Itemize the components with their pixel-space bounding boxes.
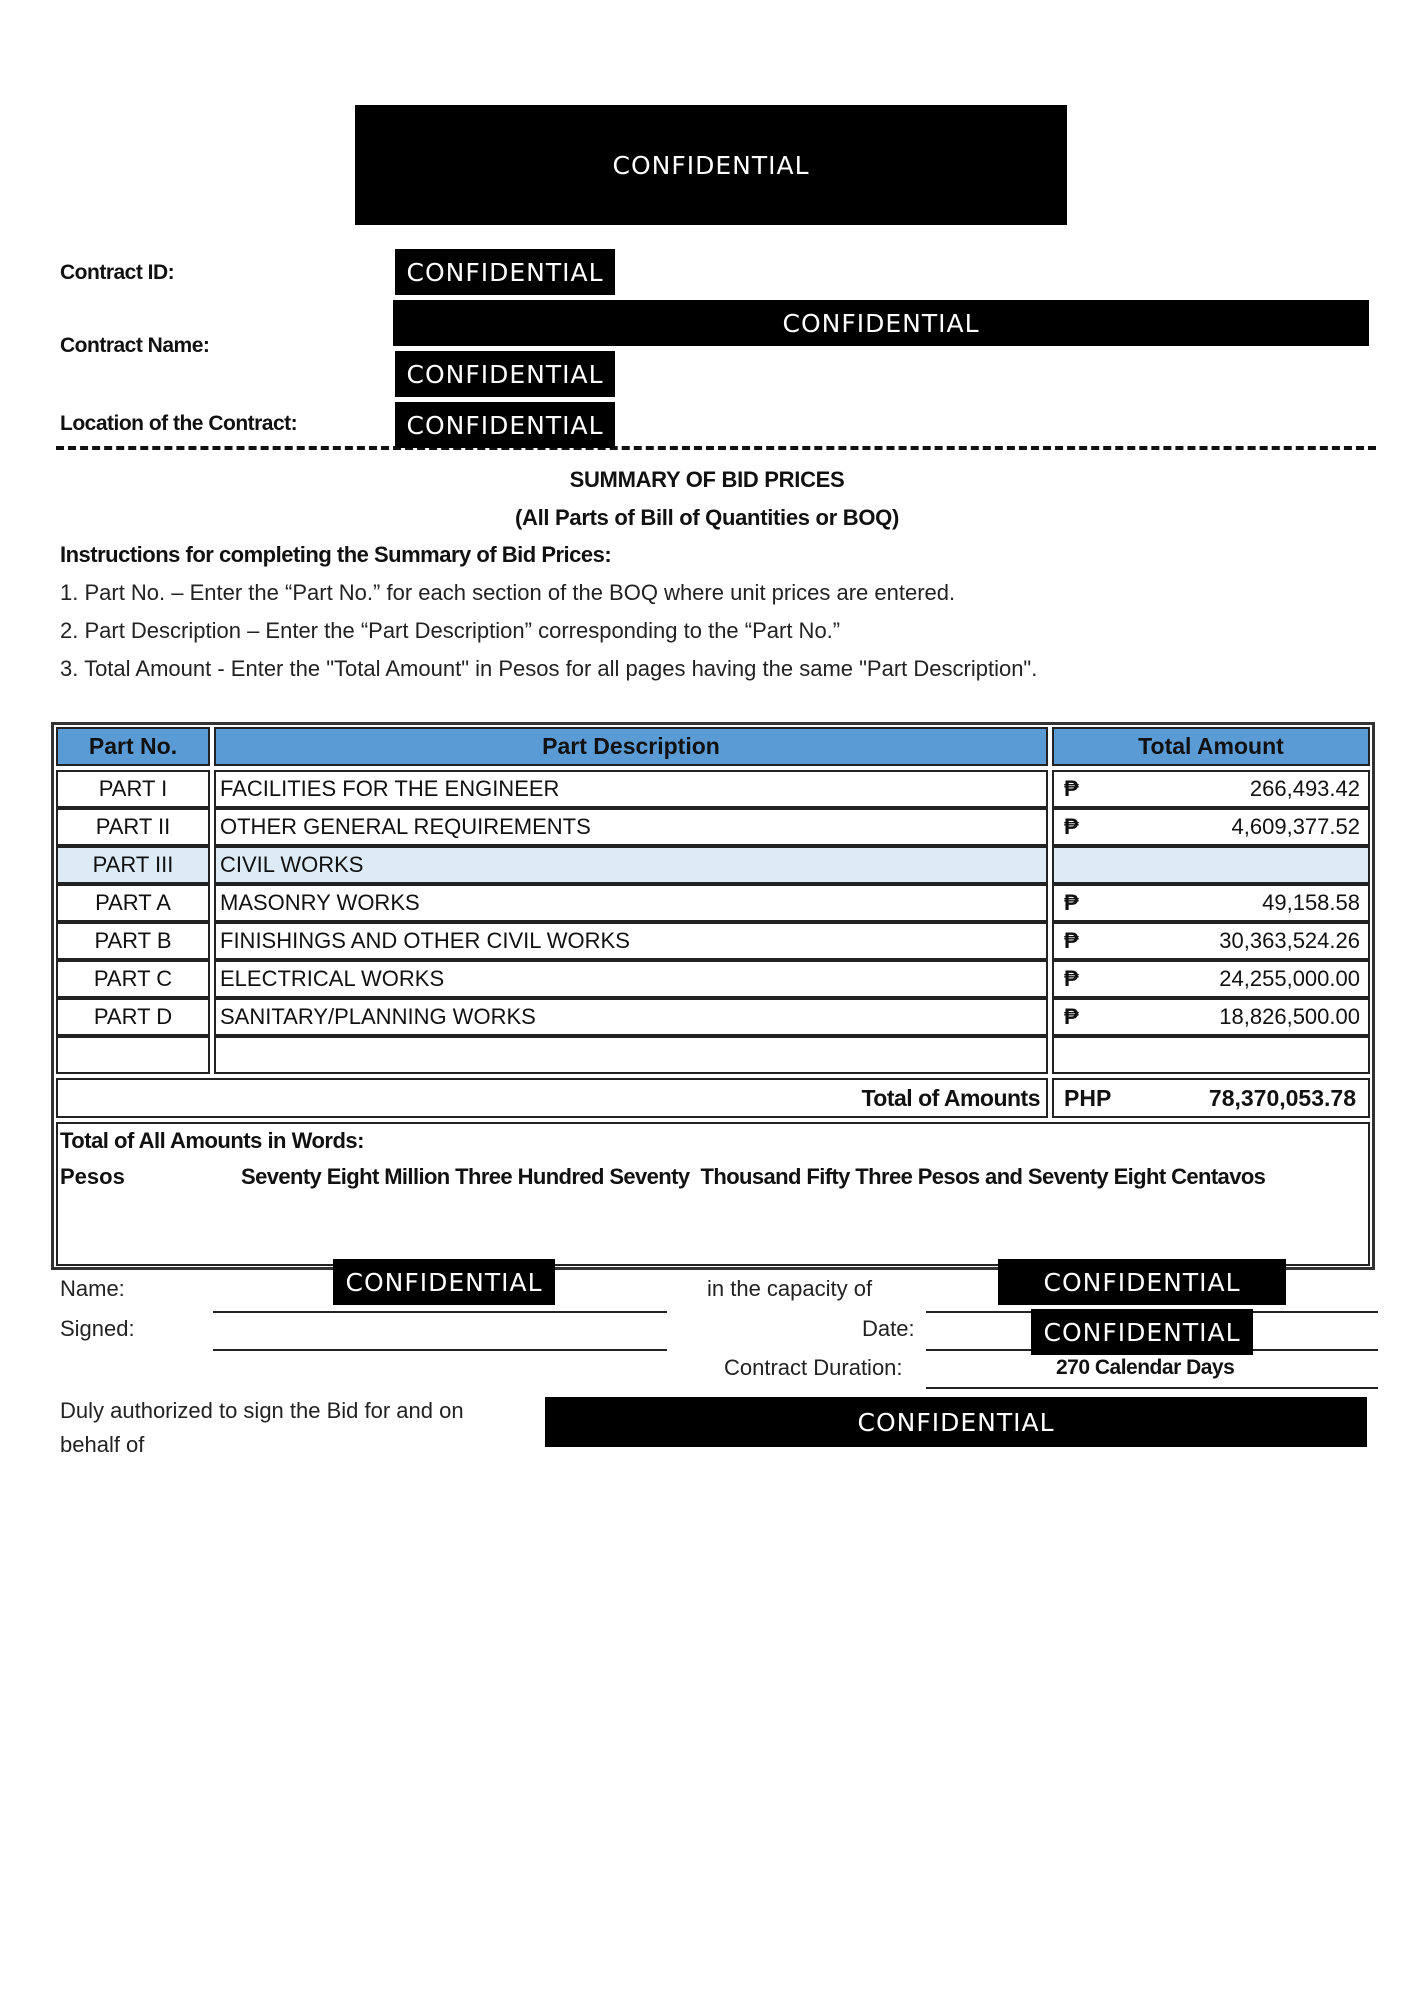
contract-id-redaction: CONFIDENTIAL [395, 249, 615, 295]
row-part-no: PART A [56, 884, 210, 922]
peso-icon: ₱ [1064, 776, 1079, 801]
peso-icon: ₱ [1064, 966, 1079, 991]
row-part-description: FACILITIES FOR THE ENGINEER [214, 770, 1048, 808]
row-part-no: PART C [56, 960, 210, 998]
total-currency: PHP [1064, 1084, 1112, 1111]
header-part-no: Part No. [56, 727, 210, 766]
empty-cell [1052, 1036, 1370, 1074]
words-value: Seventy Eight Million Three Hundred Seventy Thousand Fifty Three Pesos and Seventy Eight Centavos [241, 1164, 1266, 1189]
location-label: Location of the Contract: [60, 412, 298, 435]
row-part-description: MASONRY WORKS [214, 884, 1048, 922]
instruction-1: 1. Part No. – Enter the “Part No.” for each section of the BOQ where unit prices are entered. [60, 580, 956, 605]
capacity-label: in the capacity of [707, 1276, 873, 1301]
row-part-description: CIVIL WORKS [214, 846, 1048, 884]
row-part-no: PART D [56, 998, 210, 1036]
behalf-redaction: CONFIDENTIAL [545, 1397, 1367, 1447]
peso-icon: ₱ [1064, 928, 1079, 953]
name-label: Name: [60, 1276, 125, 1301]
row-part-no: PART B [56, 922, 210, 960]
amount-value: 49,158.58 [1262, 890, 1360, 915]
empty-cell [56, 1036, 210, 1074]
title-redaction: CONFIDENTIAL [355, 105, 1067, 225]
row-part-description: SANITARY/PLANNING WORKS [214, 998, 1048, 1036]
row-total-amount [1052, 884, 1370, 922]
total-amount [1052, 1078, 1370, 1118]
empty-cell [214, 1036, 1048, 1074]
date-label: Date: [862, 1316, 915, 1341]
contract-name-label: Contract Name: [60, 334, 210, 357]
peso-icon: ₱ [1064, 814, 1079, 839]
row-part-description: FINISHINGS AND OTHER CIVIL WORKS [214, 922, 1048, 960]
header-part-description: Part Description [214, 727, 1048, 766]
peso-icon: ₱ [1064, 1004, 1079, 1029]
summary-title: SUMMARY OF BID PRICES [569, 467, 845, 492]
row-total-amount [1052, 808, 1370, 846]
authorized-line-2: behalf of [60, 1432, 145, 1457]
amount-value: 18,826,500.00 [1219, 1004, 1360, 1029]
row-total-amount [1052, 770, 1370, 808]
authorized-line-1: Duly authorized to sign the Bid for and on [60, 1398, 464, 1423]
amount-value: 30,363,524.26 [1219, 928, 1360, 953]
row-total-amount [1052, 922, 1370, 960]
amount-value: 24,255,000.00 [1219, 966, 1360, 991]
amount-value: 266,493.42 [1249, 776, 1360, 801]
amount-value: 4,609,377.52 [1231, 814, 1360, 839]
row-total-amount [1052, 960, 1370, 998]
signed-label: Signed: [60, 1316, 135, 1341]
name-redaction: CONFIDENTIAL [333, 1259, 555, 1305]
duration-label: Contract Duration: [724, 1355, 903, 1380]
row-part-no: PART II [56, 808, 210, 846]
row-part-no: PART III [56, 846, 210, 884]
amount-in-words-box [56, 1122, 1370, 1266]
contract-id-label: Contract ID: [60, 261, 175, 284]
row-part-description: ELECTRICAL WORKS [214, 960, 1048, 998]
duration-line [926, 1387, 1378, 1389]
total-value: 78,370,053.78 [1208, 1084, 1356, 1111]
contract-name-redaction-2: CONFIDENTIAL [395, 351, 615, 397]
instructions-heading: Instructions for completing the Summary of Bid Prices: [60, 542, 612, 567]
row-total-amount [1052, 998, 1370, 1036]
total-label: Total of Amounts [56, 1078, 1048, 1118]
capacity-redaction: CONFIDENTIAL [998, 1259, 1286, 1305]
header-total-amount: Total Amount [1052, 727, 1370, 766]
words-label: Total of All Amounts in Words: [60, 1128, 364, 1153]
summary-subtitle: (All Parts of Bill of Quantities or BOQ) [514, 505, 900, 530]
words-currency: Pesos [60, 1164, 125, 1189]
name-line [213, 1311, 667, 1313]
row-part-description: OTHER GENERAL REQUIREMENTS [214, 808, 1048, 846]
peso-icon: ₱ [1064, 890, 1079, 915]
dashed-divider [56, 446, 1376, 450]
contract-name-redaction-1: CONFIDENTIAL [393, 300, 1369, 346]
location-redaction: CONFIDENTIAL [395, 402, 615, 448]
instruction-2: 2. Part Description – Enter the “Part Description” corresponding to the “Part No.” [60, 618, 841, 643]
signed-line [213, 1349, 667, 1351]
row-total-amount [1052, 846, 1370, 884]
duration-value: 270 Calendar Days [1056, 1356, 1235, 1379]
date-redaction: CONFIDENTIAL [1031, 1309, 1253, 1355]
instruction-3: 3. Total Amount - Enter the "Total Amount" in Pesos for all pages having the same "Part Description". [60, 656, 1038, 681]
row-part-no: PART I [56, 770, 210, 808]
